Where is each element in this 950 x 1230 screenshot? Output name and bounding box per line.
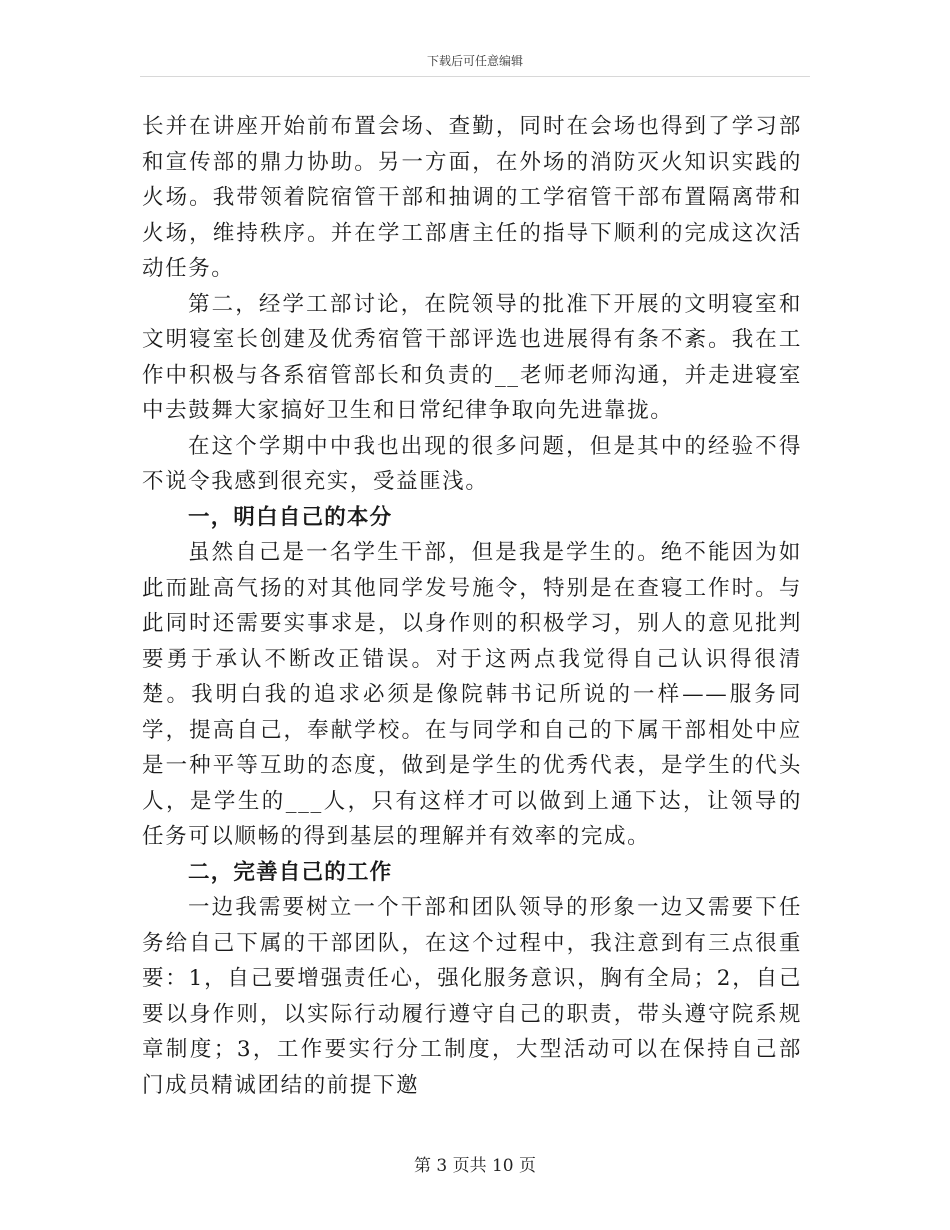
page-header: 下载后可任意编辑 — [426, 54, 523, 68]
paragraph-second-point: 第二，经学工部讨论，在院领导的批准下开展的文明寝室和文明寝室长创建及优秀宿管干部评选也进展得有条不紊。我在工作中积极与各系宿管部长和负责的__老师老师沟通，并走进寝室中去鼓舞大家搞好卫生和日常纪律争取向先进靠拢。 — [142, 291, 802, 423]
paragraph-improve-work: 一边我需要树立一个干部和团队领导的形象一边又需要下任务给自己下属的干部团队，在这个过程中，我注意到有三点很重要：1，自己要增强责任心，强化服务意识，胸有全局；2，自己要以身作则，以实际行动履行遵守自己的职责，带头遵守院系规章制度；3，工作要实行分工制度，大型活动可以在保持自己部门成员精诚团结的前提下邀 — [142, 895, 802, 1098]
page-number: 第 3 页共 10 页 — [413, 1156, 537, 1176]
paragraph-problems-intro: 在这个学期中中我也出现的很多问题，但是其中的经验不得不说令我感到很充实，受益匪浅。 — [142, 433, 802, 494]
document-body — [142, 109, 802, 1103]
paragraph-know-your-role: 虽然自己是一名学生干部，但是我是学生的。绝不能因为如此而趾高气扬的对其他同学发号施令，特别是在查寝工作时。与此同时还需要实事求是，以身作则的积极学习，别人的意见批判要勇于承认不断改正错误。对于这两点我觉得自己认识得很清楚。我明白我的追求必须是像院韩书记所说的一样——服务同学，提高自己，奉献学校。在与同学和自己的下属干部相处中应是一种平等互助的态度，做到是学生的优秀代表，是学生的代头人，是学生的___人，只有这样才可以做到上通下达，让领导的任务可以顺畅的得到基层的理解并有效率的完成。 — [142, 540, 802, 849]
section-heading-2: 二，完善自己的工作 — [188, 859, 393, 885]
header-divider — [140, 76, 810, 77]
section-heading-1: 一，明白自己的本分 — [188, 504, 393, 530]
paragraph-continuation: 长并在讲座开始前布置会场、查勤，同时在会场也得到了学习部和宣传部的鼎力协助。另一方面，在外场的消防灭火知识实践的火场。我带领着院宿管干部和抽调的工学宿管干部布置隔离带和火场，维持秩序。并在学工部唐主任的指导下顺利的完成这次活动任务。 — [142, 114, 802, 281]
